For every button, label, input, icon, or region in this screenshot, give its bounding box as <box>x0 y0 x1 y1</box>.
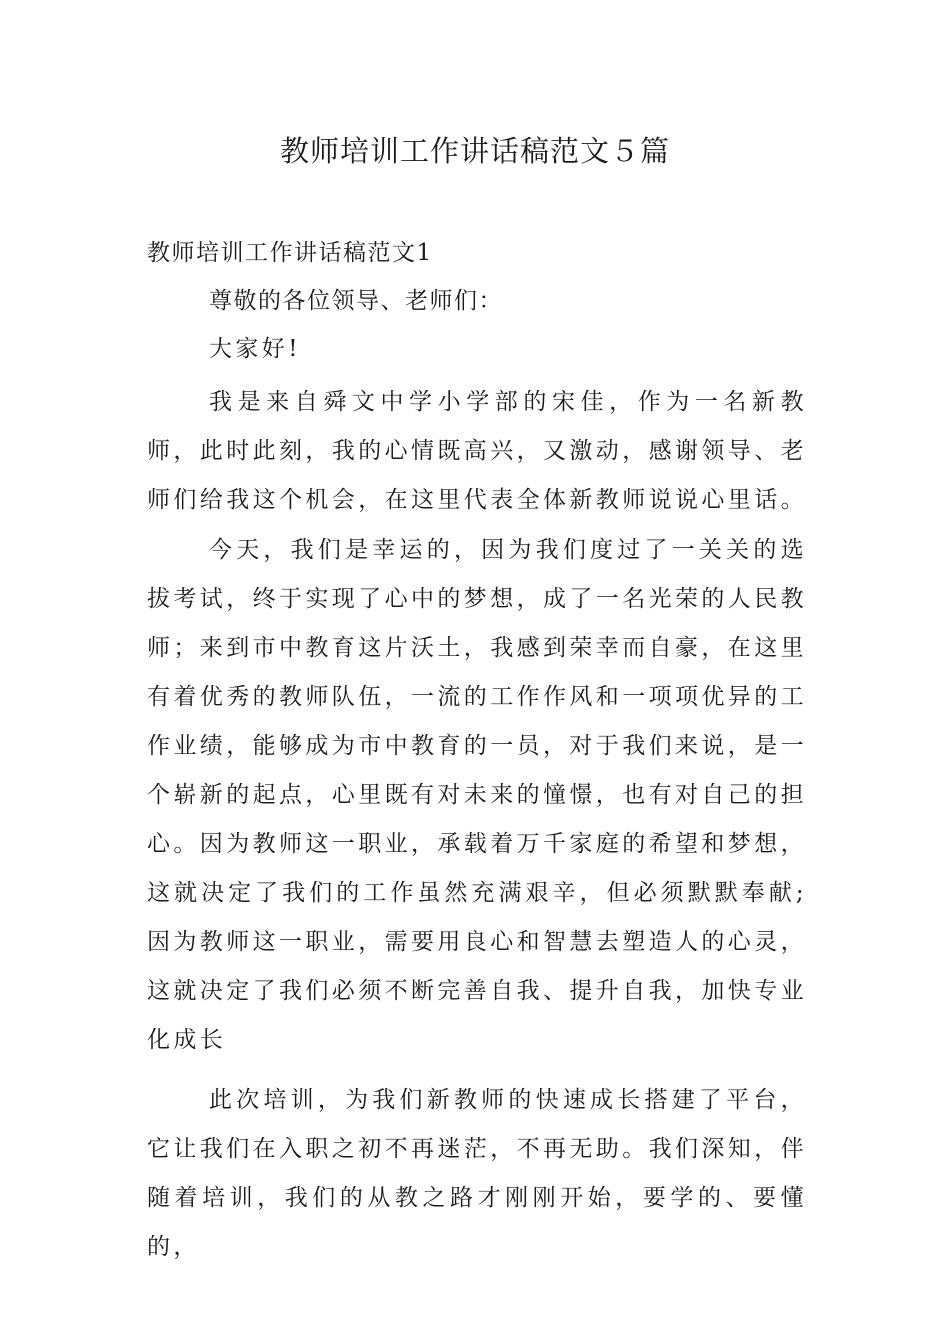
salutation: 尊敬的各位领导、老师们： <box>209 288 503 314</box>
greeting: 大家好! <box>209 336 301 362</box>
body-paragraph-3: 此次培训，为我们新教师的快速成长搭建了平台，它让我们在入职之初不再迷茫，不再无助。我们深知，伴随着培训，我们的从教之路才刚刚开始，要学的、要懂的， <box>147 1087 807 1260</box>
body-paragraph-2: 今天，我们是幸运的，因为我们度过了一关关的选拔考试，终于实现了心中的梦想，成了一名光荣的人民教师；来到市中教育这片沃土，我感到荣幸而自豪，在这里有着优秀的教师队伍，一流的工作作风和一项项优异的工作业绩，能够成为市中教育的一员，对于我们来说，是一个崭新的起点，心里既有对未来的憧憬，也有对自己的担心。因为教师这一职业，承载着万千家庭的希望和梦想，这就决定了我们的工作虽然充满艰辛，但必须默默奉献;因为教师这一职业，需要用良心和智慧去塑造人的心灵，这就决定了我们必须不断完善自我、提升自我，加快专业化成长 <box>147 537 807 1053</box>
body-paragraph-1: 我是来自舜文中学小学部的宋佳，作为一名新教师，此时此刻，我的心情既高兴，又激动，感谢领导、老师们给我这个机会，在这里代表全体新教师说说心里话。 <box>147 389 807 513</box>
document-title: 教师培训工作讲话稿范文５篇 <box>279 134 670 168</box>
section-heading: 教师培训工作讲话稿范文1 <box>147 240 433 266</box>
